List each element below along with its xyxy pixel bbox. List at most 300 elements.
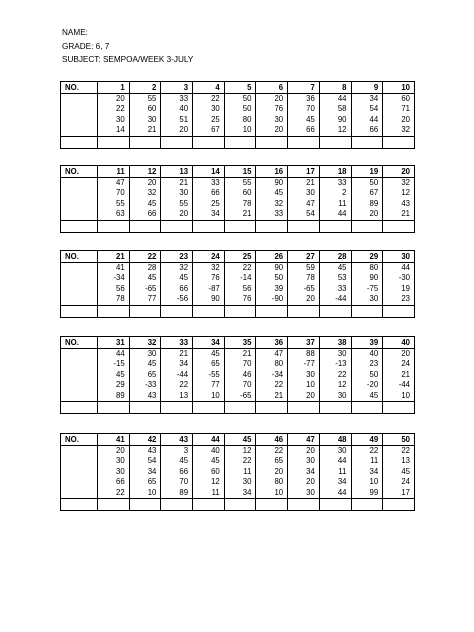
number-cell: 30 <box>193 104 225 114</box>
number-cell: 90 <box>256 263 288 274</box>
answer-cell[interactable] <box>351 305 383 317</box>
column-number: 43 <box>161 434 193 446</box>
number-cell: 76 <box>224 294 256 305</box>
number-cell: 30 <box>98 115 130 125</box>
answer-cell[interactable] <box>161 499 193 511</box>
row-label-cell <box>61 199 98 209</box>
number-cell: 55 <box>129 94 161 105</box>
row-label-cell <box>61 456 98 466</box>
table-row <box>61 94 415 105</box>
number-cell: 55 <box>98 199 130 209</box>
answer-cell[interactable] <box>288 305 320 317</box>
column-number: 3 <box>161 82 193 94</box>
number-cell: 10 <box>351 477 383 487</box>
answer-cell[interactable] <box>193 220 225 232</box>
number-cell: 78 <box>288 273 320 283</box>
number-cell: 30 <box>98 467 130 477</box>
number-cell: 34 <box>161 359 193 369</box>
table-row <box>61 380 415 390</box>
answer-cell[interactable] <box>98 402 130 414</box>
answer-cell[interactable] <box>161 136 193 148</box>
number-cell: 36 <box>288 94 320 105</box>
answer-label-cell <box>61 305 98 317</box>
answer-cell[interactable] <box>383 402 415 414</box>
number-cell: 34 <box>288 467 320 477</box>
answer-cell[interactable] <box>319 499 351 511</box>
number-cell: 34 <box>129 467 161 477</box>
number-cell: 20 <box>383 115 415 125</box>
answer-cell[interactable] <box>193 136 225 148</box>
number-cell: -33 <box>129 380 161 390</box>
number-cell: 50 <box>224 94 256 105</box>
column-number: 25 <box>224 251 256 263</box>
number-cell: 33 <box>256 209 288 220</box>
column-number: 50 <box>383 434 415 446</box>
column-number: 33 <box>161 337 193 349</box>
answer-cell[interactable] <box>383 499 415 511</box>
row-label-cell <box>61 477 98 487</box>
answer-cell[interactable] <box>256 402 288 414</box>
number-cell: 30 <box>256 115 288 125</box>
number-cell: 66 <box>351 125 383 136</box>
number-cell: 41 <box>98 263 130 274</box>
number-cell: 44 <box>98 349 130 360</box>
number-cell: 60 <box>383 94 415 105</box>
number-cell: 21 <box>288 178 320 189</box>
column-number: 34 <box>193 337 225 349</box>
row-label-cell <box>61 359 98 369</box>
number-cell: 43 <box>129 391 161 402</box>
number-cell: 22 <box>98 488 130 499</box>
answer-label-cell <box>61 220 98 232</box>
column-number: 26 <box>256 251 288 263</box>
number-cell: 20 <box>161 125 193 136</box>
number-cell: 30 <box>288 188 320 198</box>
column-number: 10 <box>383 82 415 94</box>
answer-cell[interactable] <box>256 305 288 317</box>
number-cell: -65 <box>288 284 320 294</box>
grade-line: GRADE: 6, 7 <box>62 41 110 51</box>
number-cell: -34 <box>256 370 288 380</box>
table-row <box>61 199 415 209</box>
row-label-cell <box>61 294 98 305</box>
answer-cell[interactable] <box>224 499 256 511</box>
number-cell: 30 <box>161 188 193 198</box>
number-cell: 25 <box>193 199 225 209</box>
answer-cell[interactable] <box>98 305 130 317</box>
number-cell: -87 <box>193 284 225 294</box>
answer-label-cell <box>61 136 98 148</box>
number-cell: 10 <box>256 488 288 499</box>
column-number: 46 <box>256 434 288 446</box>
number-cell: 13 <box>161 391 193 402</box>
number-cell: 13 <box>383 456 415 466</box>
number-cell: 88 <box>288 349 320 360</box>
row-label-cell <box>61 94 98 105</box>
answer-cell[interactable] <box>351 220 383 232</box>
column-number: 49 <box>351 434 383 446</box>
answer-cell[interactable] <box>256 499 288 511</box>
answer-cell[interactable] <box>383 305 415 317</box>
number-cell: 24 <box>383 477 415 487</box>
answer-cell[interactable] <box>224 402 256 414</box>
number-cell: 56 <box>224 284 256 294</box>
number-cell: 21 <box>224 349 256 360</box>
number-cell: 20 <box>288 391 320 402</box>
number-cell: 34 <box>351 94 383 105</box>
number-cell: 70 <box>98 188 130 198</box>
number-cell: 12 <box>319 125 351 136</box>
number-cell: 33 <box>193 178 225 189</box>
number-cell: 22 <box>193 94 225 105</box>
column-number: 6 <box>256 82 288 94</box>
row-label-cell <box>61 370 98 380</box>
number-cell: 71 <box>383 104 415 114</box>
number-cell: 55 <box>161 199 193 209</box>
column-number: 5 <box>224 82 256 94</box>
number-cell: 40 <box>351 349 383 360</box>
column-number: 30 <box>383 251 415 263</box>
column-number: 2 <box>129 82 161 94</box>
column-number: 16 <box>256 166 288 178</box>
number-cell: 20 <box>383 349 415 360</box>
column-number: 21 <box>98 251 130 263</box>
number-cell: 32 <box>161 263 193 274</box>
row-label-cell <box>61 446 98 457</box>
number-cell: 78 <box>98 294 130 305</box>
number-cell: 44 <box>319 456 351 466</box>
number-cell: 50 <box>256 273 288 283</box>
number-cell: 20 <box>288 294 320 305</box>
number-cell: 66 <box>129 209 161 220</box>
exercise-table <box>60 81 415 149</box>
row-label-cell <box>61 380 98 390</box>
number-cell: 22 <box>161 380 193 390</box>
table-row <box>61 467 415 477</box>
number-cell: 90 <box>193 294 225 305</box>
number-cell: 66 <box>193 188 225 198</box>
number-cell: 44 <box>319 488 351 499</box>
number-cell: 45 <box>129 273 161 283</box>
number-cell: 20 <box>98 446 130 457</box>
number-cell: 11 <box>351 456 383 466</box>
number-cell: 10 <box>224 125 256 136</box>
column-number: 22 <box>129 251 161 263</box>
exercise-table <box>60 336 415 414</box>
answer-cell[interactable] <box>319 220 351 232</box>
number-cell: -15 <box>98 359 130 369</box>
number-cell: 20 <box>98 94 130 105</box>
column-number: 7 <box>288 82 320 94</box>
number-cell: 44 <box>351 115 383 125</box>
answer-cell[interactable] <box>98 220 130 232</box>
answer-cell[interactable] <box>129 305 161 317</box>
number-cell: 20 <box>288 477 320 487</box>
answer-cell[interactable] <box>224 136 256 148</box>
number-cell: 30 <box>288 488 320 499</box>
number-cell: 10 <box>288 380 320 390</box>
number-cell: -44 <box>383 380 415 390</box>
number-cell: 99 <box>351 488 383 499</box>
number-cell: -30 <box>383 273 415 283</box>
row-label-cell <box>61 104 98 114</box>
row-label-cell <box>61 284 98 294</box>
number-cell: 33 <box>319 284 351 294</box>
answer-cell[interactable] <box>98 136 130 148</box>
number-cell: 11 <box>193 488 225 499</box>
column-number: 42 <box>129 434 161 446</box>
number-cell: 70 <box>224 359 256 369</box>
number-cell: 3 <box>161 446 193 457</box>
number-cell: 66 <box>161 284 193 294</box>
row-label-cell <box>61 209 98 220</box>
answer-cell[interactable] <box>161 305 193 317</box>
number-cell: 44 <box>319 94 351 105</box>
answer-label-cell <box>61 499 98 511</box>
no-label: NO. <box>61 337 98 349</box>
answer-cell[interactable] <box>383 136 415 148</box>
number-cell: -75 <box>351 284 383 294</box>
number-cell: 24 <box>383 359 415 369</box>
answer-cell[interactable] <box>224 220 256 232</box>
number-cell: -44 <box>161 370 193 380</box>
number-cell: 89 <box>351 199 383 209</box>
number-cell: 34 <box>351 467 383 477</box>
answer-cell[interactable] <box>193 305 225 317</box>
number-cell: 45 <box>319 263 351 274</box>
subject-line: SUBJECT: SEMPOA/WEEK 3-JULY <box>62 55 194 65</box>
table-row <box>61 284 415 294</box>
number-cell: 47 <box>288 199 320 209</box>
number-cell: 33 <box>319 178 351 189</box>
number-cell: 80 <box>256 359 288 369</box>
table-row <box>61 209 415 220</box>
answer-cell[interactable] <box>224 305 256 317</box>
number-cell: -90 <box>256 294 288 305</box>
number-cell: 45 <box>129 199 161 209</box>
column-number: 20 <box>383 166 415 178</box>
number-cell: 21 <box>383 209 415 220</box>
number-cell: 30 <box>319 349 351 360</box>
number-cell: 32 <box>256 199 288 209</box>
number-cell: 12 <box>193 477 225 487</box>
answer-cell[interactable] <box>383 220 415 232</box>
number-cell: 39 <box>256 284 288 294</box>
no-label: NO. <box>61 434 98 446</box>
number-cell: 28 <box>129 263 161 274</box>
column-number: 4 <box>193 82 225 94</box>
row-label-cell <box>61 125 98 136</box>
column-number: 23 <box>161 251 193 263</box>
number-cell: -44 <box>319 294 351 305</box>
answer-cell[interactable] <box>161 220 193 232</box>
number-cell: 60 <box>129 104 161 114</box>
answer-cell[interactable] <box>129 402 161 414</box>
column-number: 19 <box>351 166 383 178</box>
answer-cell[interactable] <box>288 402 320 414</box>
number-cell: 34 <box>224 488 256 499</box>
number-cell: 33 <box>161 94 193 105</box>
column-number: 38 <box>319 337 351 349</box>
table-row <box>61 115 415 125</box>
no-label: NO. <box>61 82 98 94</box>
number-cell: 80 <box>224 115 256 125</box>
answer-cell[interactable] <box>256 220 288 232</box>
number-cell: 22 <box>319 370 351 380</box>
answer-cell[interactable] <box>319 402 351 414</box>
column-number: 13 <box>161 166 193 178</box>
column-number: 36 <box>256 337 288 349</box>
number-cell: 17 <box>383 488 415 499</box>
number-cell: 55 <box>224 178 256 189</box>
number-cell: 22 <box>98 104 130 114</box>
answer-row <box>61 402 415 414</box>
number-cell: 44 <box>319 209 351 220</box>
number-cell: 76 <box>193 273 225 283</box>
answer-cell[interactable] <box>319 136 351 148</box>
number-cell: 65 <box>129 370 161 380</box>
number-cell: 44 <box>383 263 415 274</box>
number-cell: 66 <box>161 467 193 477</box>
answer-cell[interactable] <box>129 136 161 148</box>
column-number: 12 <box>129 166 161 178</box>
number-cell: 58 <box>319 104 351 114</box>
number-cell: 70 <box>288 104 320 114</box>
number-cell: 22 <box>383 446 415 457</box>
number-cell: 77 <box>129 294 161 305</box>
number-cell: 2 <box>319 188 351 198</box>
column-number: 29 <box>351 251 383 263</box>
column-number: 39 <box>351 337 383 349</box>
exercise-table <box>60 165 415 233</box>
answer-cell[interactable] <box>351 136 383 148</box>
answer-cell[interactable] <box>351 402 383 414</box>
table-row <box>61 273 415 283</box>
answer-label-cell <box>61 402 98 414</box>
answer-cell[interactable] <box>288 499 320 511</box>
number-cell: 65 <box>193 359 225 369</box>
number-cell: 65 <box>129 477 161 487</box>
number-cell: 21 <box>161 178 193 189</box>
number-cell: 43 <box>383 199 415 209</box>
number-cell: -14 <box>224 273 256 283</box>
number-cell: 66 <box>288 125 320 136</box>
number-cell: 45 <box>161 273 193 283</box>
no-label: NO. <box>61 251 98 263</box>
number-cell: 34 <box>193 209 225 220</box>
column-number: 14 <box>193 166 225 178</box>
table-row <box>61 359 415 369</box>
table-row <box>61 104 415 114</box>
number-cell: 20 <box>256 125 288 136</box>
number-cell: 45 <box>161 456 193 466</box>
row-label-cell <box>61 488 98 499</box>
number-cell: 21 <box>129 125 161 136</box>
column-number: 9 <box>351 82 383 94</box>
number-cell: 47 <box>256 349 288 360</box>
answer-row <box>61 305 415 317</box>
number-cell: -65 <box>224 391 256 402</box>
number-cell: 50 <box>224 104 256 114</box>
number-cell: 50 <box>351 178 383 189</box>
answer-row <box>61 136 415 148</box>
column-number: 27 <box>288 251 320 263</box>
number-cell: 12 <box>383 188 415 198</box>
answer-cell[interactable] <box>351 499 383 511</box>
number-cell: 30 <box>288 456 320 466</box>
number-cell: 60 <box>193 467 225 477</box>
row-label-cell <box>61 391 98 402</box>
table-row <box>61 263 415 274</box>
answer-cell[interactable] <box>256 136 288 148</box>
number-cell: 70 <box>224 380 256 390</box>
number-cell: 78 <box>224 199 256 209</box>
number-cell: 22 <box>224 456 256 466</box>
number-cell: 32 <box>383 178 415 189</box>
number-cell: -77 <box>288 359 320 369</box>
number-cell: 89 <box>161 488 193 499</box>
column-number: 17 <box>288 166 320 178</box>
number-cell: 11 <box>224 467 256 477</box>
answer-cell[interactable] <box>193 499 225 511</box>
column-number: 8 <box>319 82 351 94</box>
number-cell: 20 <box>256 467 288 477</box>
number-cell: 34 <box>319 477 351 487</box>
number-cell: 22 <box>351 446 383 457</box>
number-cell: 45 <box>256 188 288 198</box>
column-number: 48 <box>319 434 351 446</box>
column-number: 18 <box>319 166 351 178</box>
number-cell: 30 <box>351 294 383 305</box>
column-number: 24 <box>193 251 225 263</box>
number-cell: 19 <box>383 284 415 294</box>
row-label-cell <box>61 349 98 360</box>
answer-cell[interactable] <box>98 499 130 511</box>
number-cell: 10 <box>193 391 225 402</box>
number-cell: 51 <box>161 115 193 125</box>
number-cell: 22 <box>256 446 288 457</box>
answer-cell[interactable] <box>129 220 161 232</box>
number-cell: 21 <box>256 391 288 402</box>
answer-cell[interactable] <box>161 402 193 414</box>
column-number: 47 <box>288 434 320 446</box>
number-cell: 89 <box>98 391 130 402</box>
answer-cell[interactable] <box>129 499 161 511</box>
number-cell: 45 <box>383 467 415 477</box>
number-cell: 32 <box>193 263 225 274</box>
exercise-table <box>60 250 415 318</box>
answer-cell[interactable] <box>319 305 351 317</box>
number-cell: 47 <box>98 178 130 189</box>
answer-cell[interactable] <box>288 220 320 232</box>
number-cell: -13 <box>319 359 351 369</box>
row-label-cell <box>61 188 98 198</box>
answer-cell[interactable] <box>193 402 225 414</box>
number-cell: 12 <box>224 446 256 457</box>
number-cell: 40 <box>161 104 193 114</box>
row-label-cell <box>61 467 98 477</box>
number-cell: 80 <box>256 477 288 487</box>
column-number: 11 <box>98 166 130 178</box>
number-cell: 11 <box>319 199 351 209</box>
number-cell: 30 <box>319 391 351 402</box>
table-row <box>61 125 415 136</box>
answer-cell[interactable] <box>288 136 320 148</box>
exercise-table <box>60 433 415 511</box>
number-cell: 45 <box>129 359 161 369</box>
number-cell: 22 <box>224 263 256 274</box>
number-cell: 60 <box>224 188 256 198</box>
